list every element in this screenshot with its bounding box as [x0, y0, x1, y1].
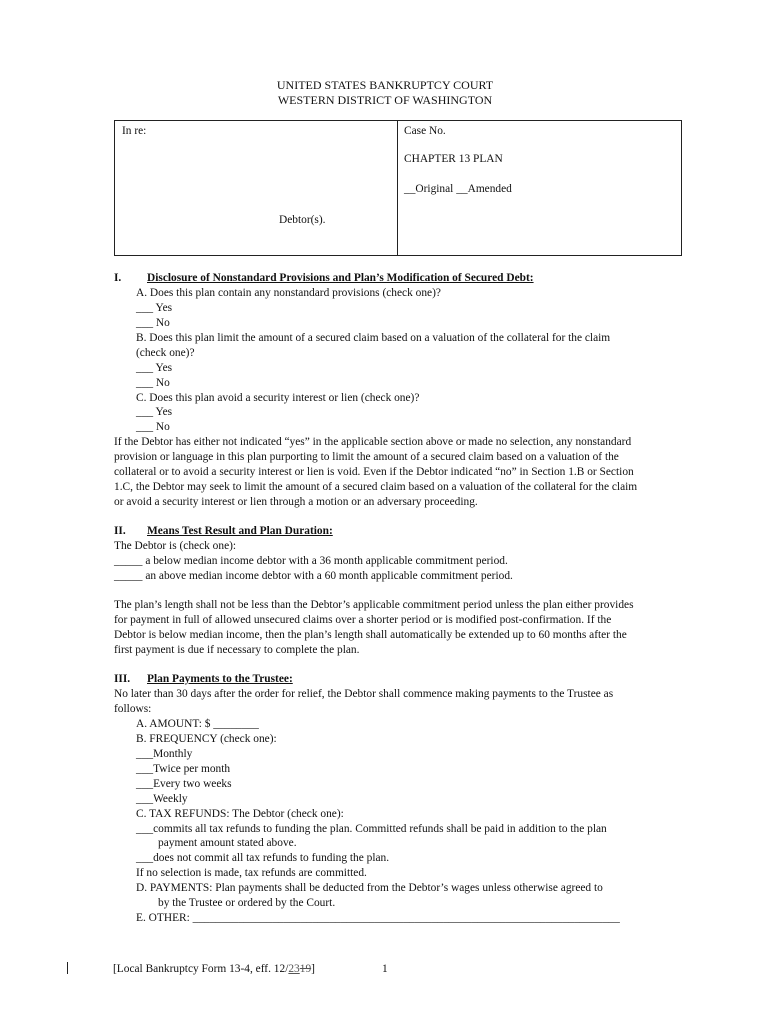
plan-title: CHAPTER 13 PLAN [404, 153, 503, 165]
district-name: WESTERN DISTRICT OF WASHINGTON [277, 93, 493, 107]
tax-refunds-commit-option: ___commits all tax refunds to funding the plan. Committed refunds shall be paid in addition to the plan [136, 823, 607, 835]
payments-item-cont: by the Trustee or ordered by the Court. [158, 897, 336, 909]
tax-refunds-label: C. TAX REFUNDS: The Debtor (check one): [136, 808, 344, 820]
in-re-label: In re: [122, 125, 147, 137]
question-a-yes: ___ Yes [136, 302, 173, 314]
frequency-every-two-weeks: ___Every two weeks [136, 778, 232, 790]
form-citation-close: ] [311, 963, 315, 975]
other-item: E. OTHER: ___________________________________________________________________________ [136, 912, 620, 924]
frequency-weekly: ___Weekly [136, 793, 188, 805]
question-c-yes: ___ Yes [136, 406, 173, 418]
below-median-option: _____ a below median income debtor with a 36 month applicable commitment period. [114, 555, 508, 567]
payments-item: D. PAYMENTS: Plan payments shall be deducted from the Debtor’s wages unless otherwise agreed to [136, 882, 603, 894]
form-citation [113, 962, 315, 977]
question-b-yes: ___ Yes [136, 362, 173, 374]
tax-refunds-not-commit-option: ___does not commit all tax refunds to funding the plan. [136, 852, 390, 864]
case-caption-box [114, 120, 682, 256]
caption-divider [397, 121, 398, 255]
section-1-title: Disclosure of Nonstandard Provisions and Plan’s Modification of Secured Debt: [147, 272, 534, 284]
question-a: A. Does this plan contain any nonstandard provisions (check one)? [136, 287, 441, 299]
section-2-title: Means Test Result and Plan Duration: [147, 525, 333, 537]
section-1-paragraph-line: or avoid a security interest or lien through a motion or an adversary proceeding. [114, 496, 478, 508]
debtor-check-intro: The Debtor is (check one): [114, 540, 237, 552]
question-b-no: ___ No [136, 377, 170, 389]
frequency-label: B. FREQUENCY (check one): [136, 733, 277, 745]
tax-refunds-default-note: If no selection is made, tax refunds are committed. [136, 867, 367, 879]
section-1-number: I. [114, 272, 122, 284]
amount-field: A. AMOUNT: $ ________ [136, 718, 259, 730]
above-median-option: _____ an above median income debtor with a 60 month applicable commitment period. [114, 570, 513, 582]
section-2-paragraph-line: The plan’s length shall not be less than the Debtor’s applicable commitment period unless the plan either provides [114, 599, 634, 611]
frequency-monthly: ___Monthly [136, 748, 193, 760]
question-c: C. Does this plan avoid a security interest or lien (check one)? [136, 392, 420, 404]
section-1-paragraph-line: If the Debtor has either not indicated “yes” in the applicable section above or made no selection, any nonstandard [114, 436, 632, 448]
original-amended-checkboxes: __Original __Amended [404, 183, 512, 195]
frequency-twice-monthly: ___Twice per month [136, 763, 231, 775]
question-c-no: ___ No [136, 421, 170, 433]
section-2-number: II. [114, 525, 126, 537]
section-3-title: Plan Payments to the Trustee: [147, 673, 293, 685]
revision-bar [67, 962, 68, 974]
section-1-paragraph-line: provision or language in this plan purporting to limit the amount of a secured claim based on a valuation of the [114, 451, 619, 463]
form-citation-text: [Local Bankruptcy Form 13-4, eff. 12/ [113, 963, 289, 975]
section-2-paragraph-line: for payment in full of allowed unsecured claims over a shorter period or is modified post-confirmation. If the [114, 614, 612, 626]
form-year-inserted: 23 [288, 963, 300, 975]
section-2-paragraph-line: first payment is due if necessary to complete the plan. [114, 644, 360, 656]
tax-refunds-commit-option-cont: payment amount stated above. [158, 837, 297, 849]
question-a-no: ___ No [136, 317, 170, 329]
section-3-number: III. [114, 673, 131, 685]
section-3-intro-line: follows: [114, 703, 152, 715]
debtors-label: Debtor(s). [279, 214, 326, 226]
form-year-deleted: 19 [299, 963, 312, 975]
court-name: UNITED STATES BANKRUPTCY COURT [276, 78, 494, 92]
page-number: 1 [382, 963, 388, 975]
section-2-paragraph-line: Debtor is below median income, then the plan’s length shall automatically be extended up to 60 months after the [114, 629, 627, 641]
section-1-paragraph-line: 1.C, the Debtor may seek to limit the amount of a secured claim based on a valuation of the collateral for the claim [114, 481, 638, 493]
section-3-intro-line: No later than 30 days after the order for relief, the Debtor shall commence making payments to the Trustee as [114, 688, 614, 700]
case-number-label: Case No. [404, 125, 446, 137]
question-b: B. Does this plan limit the amount of a secured claim based on a valuation of the collateral for the claim [136, 332, 611, 344]
section-1-paragraph-line: collateral or to avoid a security interest or lien is void. Even if the Debtor indicated “no” in Section 1.B or Section [114, 466, 634, 478]
question-b-cont: (check one)? [136, 347, 195, 359]
